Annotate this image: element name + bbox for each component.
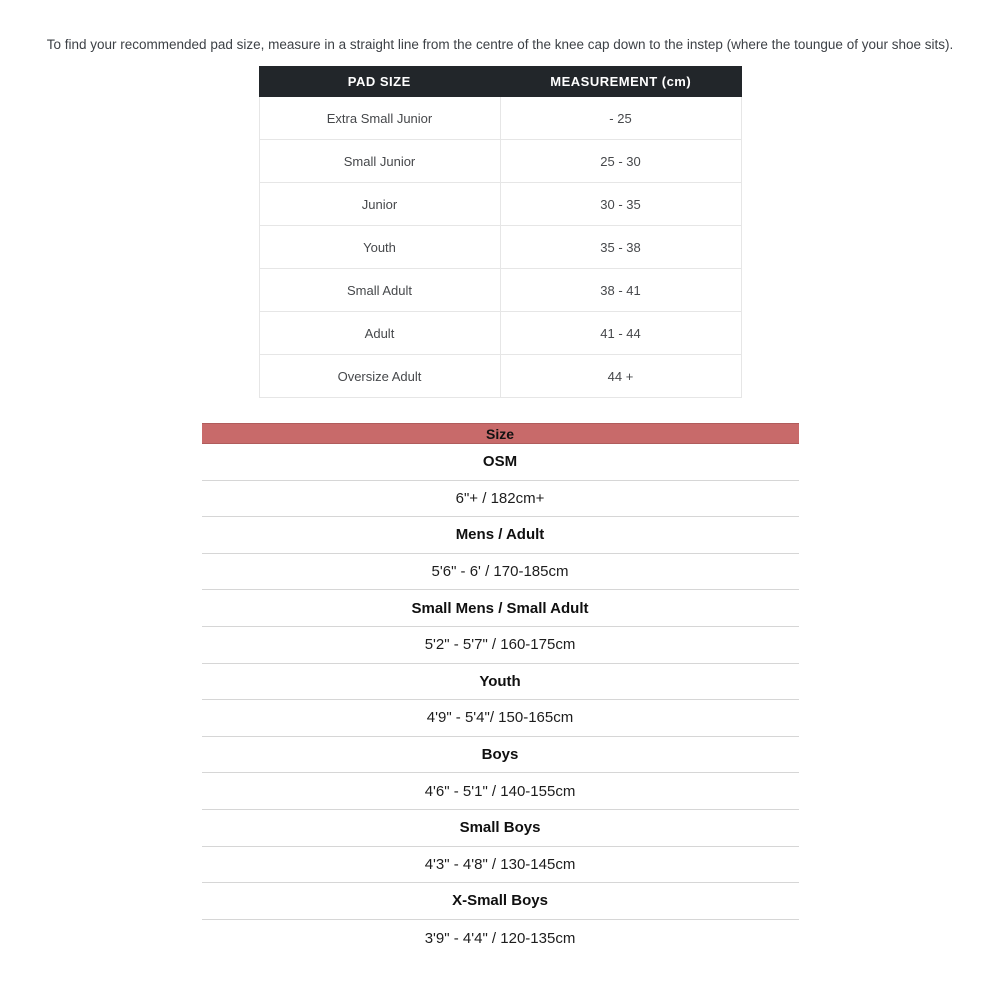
measurement-cell: 38 - 41: [600, 282, 641, 298]
size-range-value: 4'6" - 5'1" / 140-155cm: [202, 773, 799, 810]
size-range-value: 6"+ / 182cm+: [202, 481, 799, 518]
size-category-label: Small Mens / Small Adult: [202, 590, 799, 627]
size-row-pair: [202, 737, 799, 810]
size-range-value: 3'9" - 4'4" / 120-135cm: [424, 929, 576, 947]
measurement-cell: 35 - 38: [600, 239, 641, 255]
pad-size-cell: Small Adult: [260, 269, 501, 311]
measurement-cell: 25 - 30: [600, 153, 641, 169]
table-row: [260, 312, 741, 355]
size-table-header: Size: [202, 423, 799, 444]
size-row-pair: [202, 810, 799, 883]
size-row-pair: [202, 590, 799, 663]
size-table-body: [202, 444, 799, 956]
table-row: [260, 140, 741, 183]
size-category-label: Small Boys: [202, 810, 799, 847]
size-range-value: 5'6" - 6' / 170-185cm: [202, 554, 799, 591]
pad-size-cell: Extra Small Junior: [260, 97, 501, 139]
pad-size-cell: Oversize Adult: [260, 355, 501, 397]
measurement-cell: - 25: [609, 110, 632, 126]
pad-size-cell: Adult: [260, 312, 501, 354]
size-row-pair: [202, 664, 799, 737]
pad-size-column-header: PAD SIZE: [347, 74, 411, 89]
table-row: [260, 269, 741, 312]
size-category-label: OSM: [202, 444, 799, 481]
pad-size-cell: Youth: [260, 226, 501, 268]
size-range-value: 4'3" - 4'8" / 130-145cm: [202, 847, 799, 884]
table-row: [260, 355, 741, 398]
size-category-label: X-Small Boys: [202, 883, 799, 920]
measurement-column-header: MEASUREMENT (cm): [550, 74, 692, 89]
size-range-value: 5'2" - 5'7" / 160-175cm: [202, 627, 799, 664]
intro-text: To find your recommended pad size, measure in a straight line from the centre of the knee cap down to the instep (where the toungue of your shoe sits).: [46, 37, 954, 52]
pad-size-table-body: [259, 97, 742, 398]
size-category-label: Boys: [202, 737, 799, 774]
table-row: [260, 183, 741, 226]
size-category-label: Youth: [202, 664, 799, 701]
size-row-pair: [202, 517, 799, 590]
size-row-pair: [202, 883, 799, 956]
table-row: [260, 97, 741, 140]
table-row: [260, 226, 741, 269]
measurement-cell: 41 - 44: [600, 325, 641, 341]
measurement-cell: 30 - 35: [600, 196, 641, 212]
size-table: [202, 423, 799, 956]
pad-size-cell: Junior: [260, 183, 501, 225]
size-category-label: Mens / Adult: [202, 517, 799, 554]
pad-size-table: [259, 66, 742, 398]
size-row-pair: [202, 444, 799, 517]
pad-size-cell: Small Junior: [260, 140, 501, 182]
pad-size-table-header-row: [259, 66, 742, 97]
size-range-value: 4'9" - 5'4"/ 150-165cm: [202, 700, 799, 737]
measurement-cell: 44 +: [607, 368, 634, 384]
